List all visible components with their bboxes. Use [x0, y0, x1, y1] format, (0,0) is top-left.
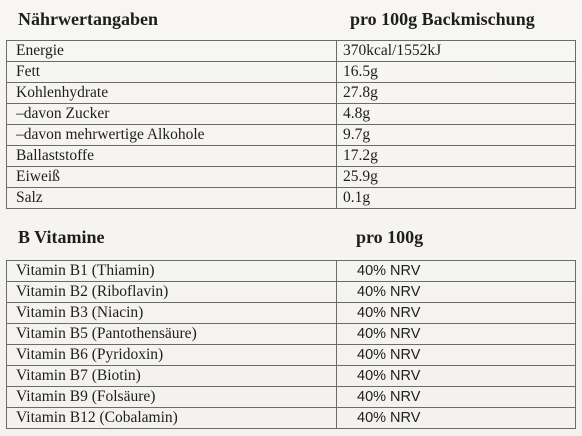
- table-row: [7, 83, 576, 104]
- row-value: 0.1g: [337, 188, 576, 209]
- table-row: [7, 41, 576, 62]
- table-row: [7, 345, 576, 366]
- nutrition-table: [6, 40, 576, 209]
- row-value: 4.8g: [337, 104, 576, 125]
- row-label: Vitamin B7 (Biotin): [7, 366, 337, 387]
- table-row: [7, 146, 576, 167]
- row-label: –davon mehrwertige Alkohole: [7, 125, 337, 146]
- table-row: [7, 167, 576, 188]
- row-value: 40% NRV: [337, 408, 576, 429]
- row-value: 9.7g: [337, 125, 576, 146]
- row-value: 17.2g: [337, 146, 576, 167]
- table-row: [7, 408, 576, 429]
- row-label: Salz: [7, 188, 337, 209]
- row-value: 40% NRV: [337, 387, 576, 408]
- table-row: [7, 387, 576, 408]
- table-row: [7, 324, 576, 345]
- row-label: Energie: [7, 41, 337, 62]
- row-value: 40% NRV: [337, 345, 576, 366]
- row-label: Vitamin B6 (Pyridoxin): [7, 345, 337, 366]
- table-row: [7, 188, 576, 209]
- table-row: [7, 261, 576, 282]
- row-label: Eiweiß: [7, 167, 337, 188]
- vitamins-header: [6, 218, 576, 256]
- row-label: Fett: [7, 62, 337, 83]
- row-value: 16.5g: [337, 62, 576, 83]
- table-row: [7, 282, 576, 303]
- table-row: [7, 104, 576, 125]
- row-label: Ballaststoffe: [7, 146, 337, 167]
- row-value: 370kcal/1552kJ: [337, 41, 576, 62]
- row-value: 40% NRV: [337, 261, 576, 282]
- row-value: 27.8g: [337, 83, 576, 104]
- row-label: Vitamin B1 (Thiamin): [7, 261, 337, 282]
- vitamins-table: [6, 260, 576, 429]
- vitamins-header-label: B Vitamine: [18, 227, 105, 247]
- nutrition-header-label: Nährwertangaben: [18, 9, 158, 29]
- row-value: 40% NRV: [337, 324, 576, 345]
- table-row: [7, 366, 576, 387]
- row-label: Vitamin B5 (Pantothensäure): [7, 324, 337, 345]
- row-value: 40% NRV: [337, 303, 576, 324]
- row-label: Kohlenhydrate: [7, 83, 337, 104]
- row-label: Vitamin B2 (Riboflavin): [7, 282, 337, 303]
- table-row: [7, 125, 576, 146]
- row-label: Vitamin B9 (Folsäure): [7, 387, 337, 408]
- row-value: 40% NRV: [337, 366, 576, 387]
- row-label: Vitamin B3 (Niacin): [7, 303, 337, 324]
- vitamins-header-value: pro 100g: [356, 227, 424, 247]
- table-row: [7, 303, 576, 324]
- row-value: 25.9g: [337, 167, 576, 188]
- row-value: 40% NRV: [337, 282, 576, 303]
- nutrition-header: [6, 0, 576, 38]
- nutrition-header-value: pro 100g Backmischung: [350, 9, 535, 29]
- table-row: [7, 62, 576, 83]
- row-label: Vitamin B12 (Cobalamin): [7, 408, 337, 429]
- row-label: –davon Zucker: [7, 104, 337, 125]
